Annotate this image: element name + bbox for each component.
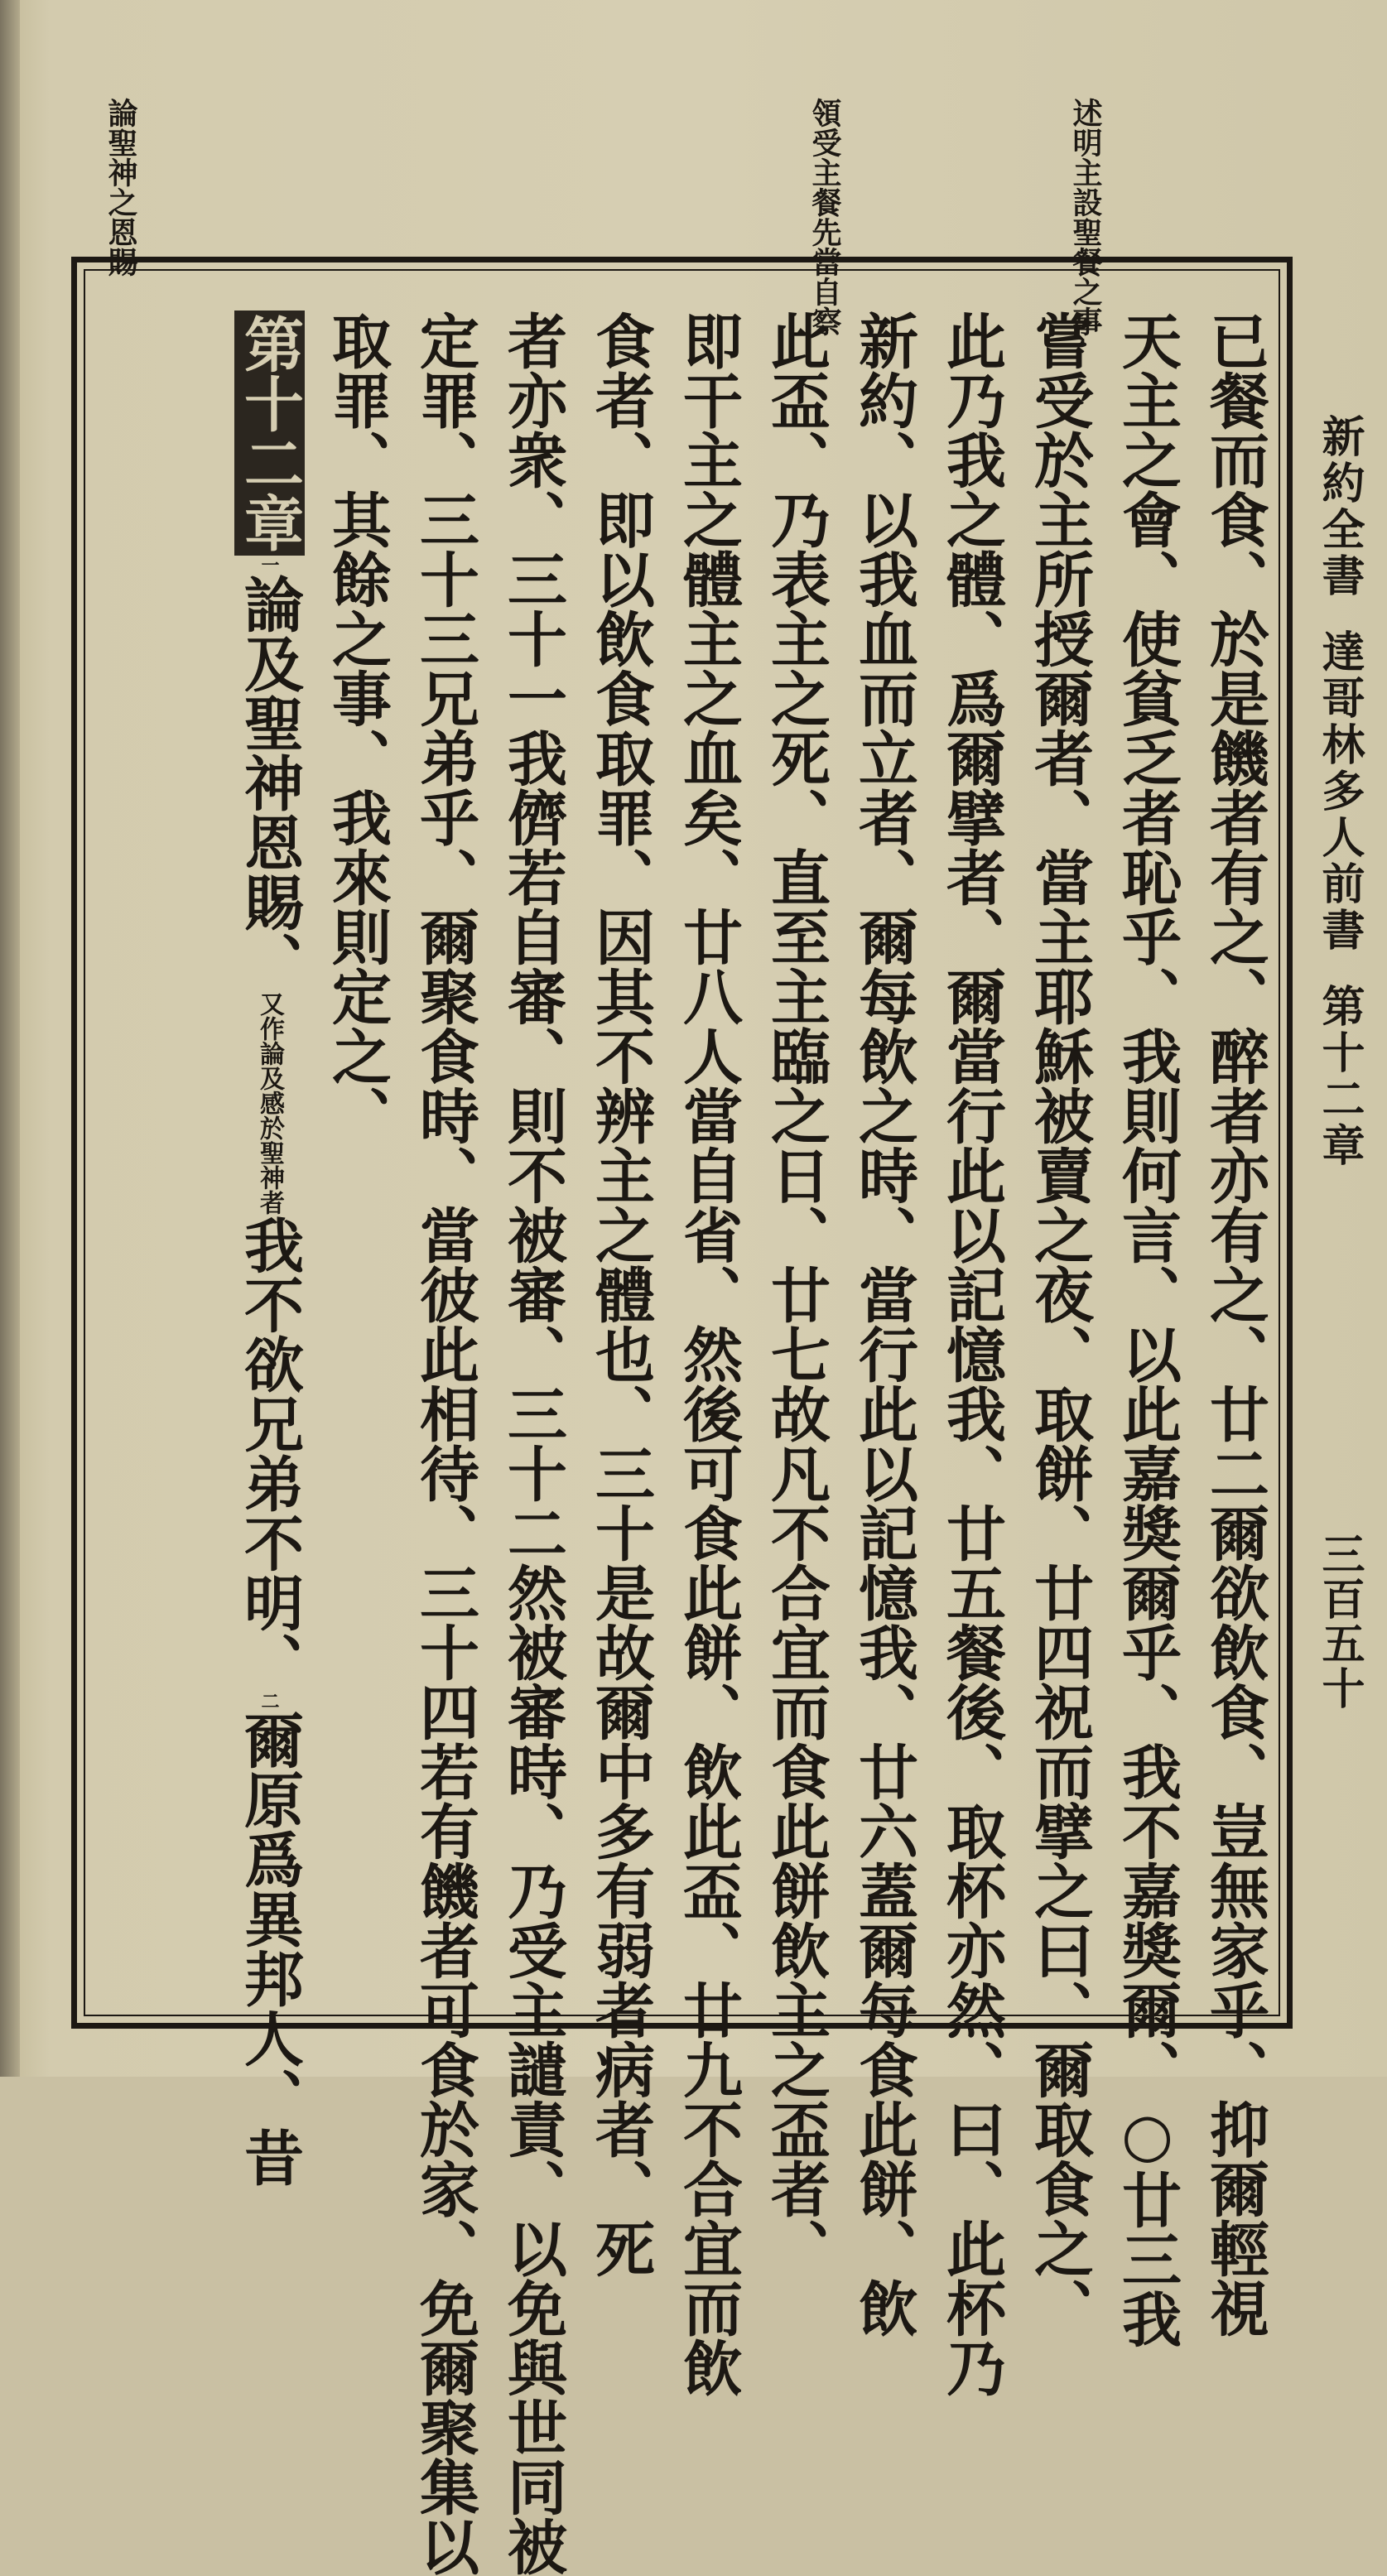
margin-note-spiritual-gifts <box>104 98 138 277</box>
chapter-heading-line <box>225 311 313 2187</box>
margin-note-lords-supper <box>1068 98 1103 336</box>
running-head-epistle: 達哥林多人前書 <box>1314 629 1365 954</box>
running-head <box>1308 414 1370 1283</box>
body-line: 已餐而食、於是饑者有之、醉者亦有之、廿二爾欲飲食、豈無家乎、抑爾輕視 <box>1200 311 1270 2338</box>
chapter-heading-label: 第十二章 <box>234 311 305 556</box>
body-line: 即干主之體主之血矣、廿八人當自省、然後可食此餅、飲此盃、廿九不合宜而飲 <box>673 311 744 2397</box>
running-head-chapter: 第十二章 <box>1314 984 1365 1169</box>
verse-marker: 二 <box>258 1692 280 1710</box>
margin-note-2-text: 領受主餐先當自察 <box>807 98 842 336</box>
margin-note-1-text: 述明主設聖餐之事 <box>1068 98 1103 336</box>
book-spine-shadow <box>0 0 20 2077</box>
body-line: 此盃、乃表主之死、直至主臨之日、廿七故凡不合宜而食此餅飲主之盃者、 <box>761 311 831 2278</box>
body-line: 嘗受於主所授爾者、當主耶穌被賣之夜、取餅、廿四祝而擘之曰、爾取食之、 <box>1024 311 1095 2338</box>
body-line: 天主之會、使貧乏者恥乎、我則何言、以此嘉獎爾乎、我不嘉獎爾、○廿三我 <box>1112 311 1182 2348</box>
body-line: 食者、即以飲食取罪、因其不辨主之體也、三十是故爾中多有弱者病者、死 <box>585 311 656 2278</box>
body-line: 者亦衆、三十一我儕若自審、則不被審、三十二然被審時、乃受主譴責、以免與世同被 <box>498 311 568 2576</box>
text-frame <box>71 257 1293 2576</box>
chapter-variant-note: 又作論及感於聖神者 <box>255 991 284 1215</box>
body-text <box>225 311 1279 2576</box>
margin-note-3-text: 論聖神之恩賜 <box>104 98 138 277</box>
chapter-text: 爾原爲異邦人、昔 <box>234 1710 305 2187</box>
verse-marker: 一 <box>258 556 280 574</box>
margin-note-self-examination <box>807 98 842 336</box>
chapter-text: 我不欲兄弟不明、 <box>234 1215 305 1692</box>
body-line: 定罪、三十三兄弟乎、爾聚食時、當彼此相待、三十四若有饑者可食於家、免爾聚集以 <box>410 311 480 2576</box>
body-line: 取罪、其餘之事、我來則定之、 <box>322 311 393 1145</box>
chapter-text: 論及聖神恩賜、 <box>234 574 305 991</box>
running-head-book: 新約全書 <box>1314 414 1365 599</box>
page-number: 三百五十 <box>1314 1532 1365 1711</box>
body-line: 此乃我之體、爲爾擘者、爾當行此以記憶我、廿五餐後、取杯亦然、曰、此杯乃 <box>937 311 1007 2397</box>
body-line: 新約、以我血而立者、爾每飲之時、當行此以記憶我、廿六蓋爾每食此餅、飲 <box>849 311 919 2338</box>
